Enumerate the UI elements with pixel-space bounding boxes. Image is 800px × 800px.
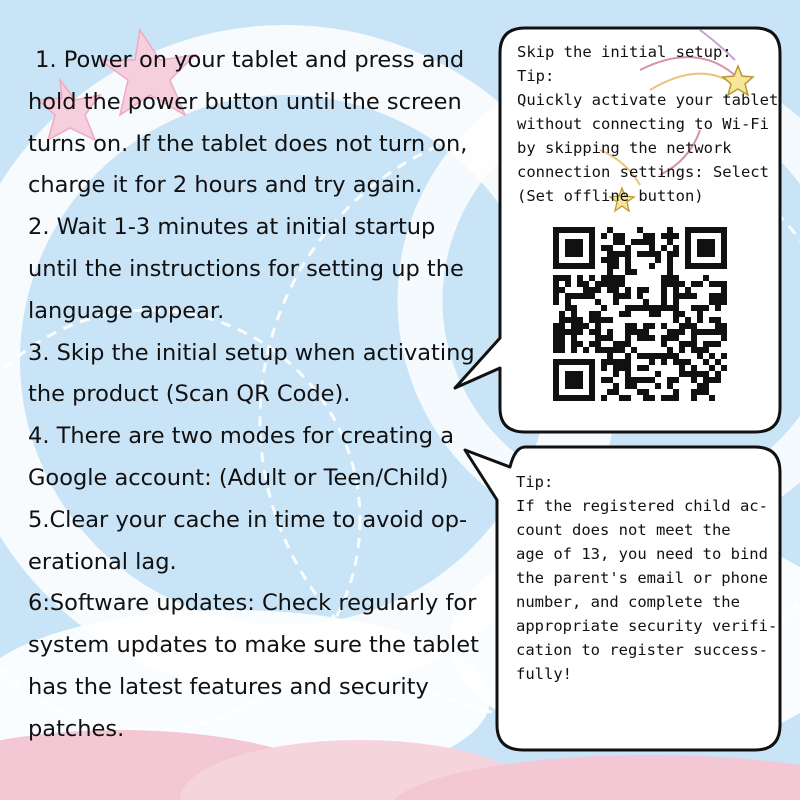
instruction-line: charge it for 2 hours and try again. (28, 172, 423, 199)
tip-line: without connecting to Wi-Fi (517, 115, 769, 133)
instruction-line: 1. Power on your tablet and press and (28, 47, 465, 73)
tip-line: fully! (516, 665, 572, 683)
instruction-line: Google account: (Adult or Teen/Child) (28, 464, 449, 491)
instruction-line: system updates to make sure the tablet (28, 632, 479, 659)
tip-line: age of 13, you need to bind (516, 545, 768, 563)
tip-label: Tip: (516, 473, 554, 491)
tip-line: by skipping the network (517, 139, 732, 157)
instructions-list (28, 40, 498, 751)
instruction-line: 5.Clear your cache in time to avoid op- (28, 506, 468, 533)
instruction-line: has the latest features and security (28, 673, 429, 700)
tip-bubble-bottom (516, 470, 777, 686)
instruction-line: language appear. (28, 297, 225, 324)
tip-line: the parent's email or phone (516, 569, 768, 587)
instruction-line: patches. (28, 715, 125, 742)
tip-line: Quickly activate your tablet (517, 91, 779, 109)
tip-label: Tip: (517, 67, 555, 85)
instruction-line: erational lag. (28, 548, 177, 575)
instruction-line: 2. Wait 1-3 minutes at initial startup (28, 214, 436, 241)
tip-line: (Set offline button) (517, 187, 704, 205)
tip-line: cation to register success- (516, 641, 768, 659)
instruction-line: turns on. If the tablet does not turn on, (28, 130, 468, 157)
instruction-line: 3. Skip the initial setup when activating (28, 339, 475, 366)
tip-bubble-top (517, 40, 778, 208)
instruction-line: until the instructions for setting up the (28, 255, 464, 282)
instruction-line: 6:Software updates: Check regularly for (28, 590, 477, 617)
tip-line: connection settings: Select (517, 163, 769, 181)
tip-line: appropriate security verifi- (516, 617, 778, 635)
qr-code[interactable] (541, 215, 739, 413)
instruction-line: 4. There are two modes for creating a (28, 423, 454, 450)
tip-line: count does not meet the (516, 521, 731, 539)
tip-line: If the registered child ac- (516, 497, 768, 515)
instruction-line: the product (Scan QR Code). (28, 381, 351, 408)
instruction-line: hold the power button until the screen (28, 88, 462, 115)
tip-line: number, and complete the (516, 593, 740, 611)
bubble-heading: Skip the initial setup: (517, 43, 732, 61)
